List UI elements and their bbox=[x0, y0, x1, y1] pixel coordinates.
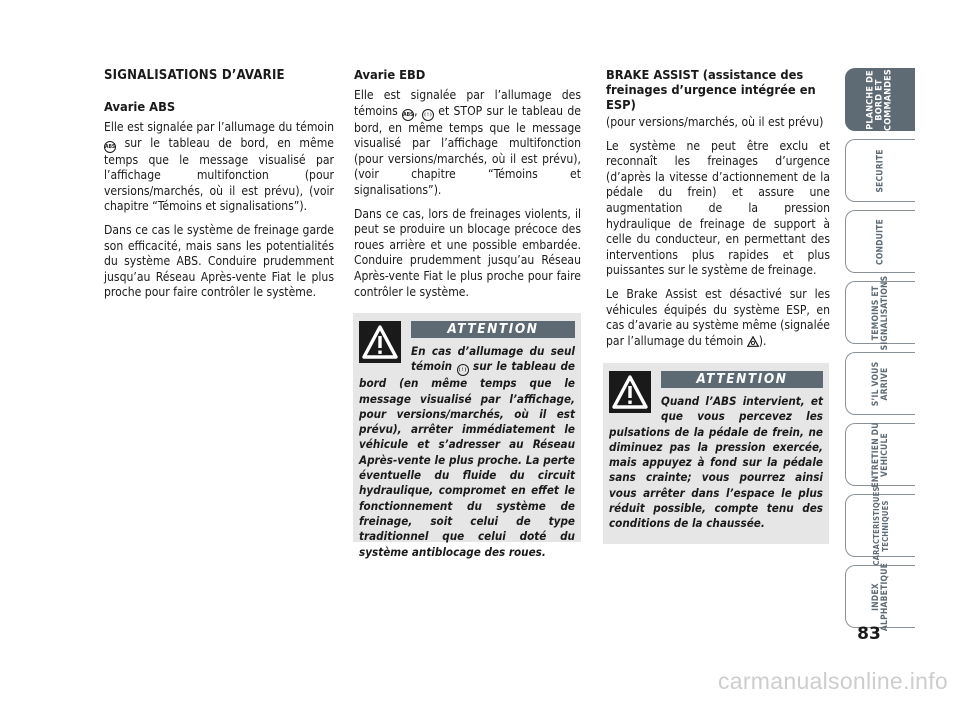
attention-title-bar: ATTENTION bbox=[661, 371, 823, 388]
ebd-failure-heading: Avarie EBD bbox=[354, 68, 426, 83]
warning-triangle-icon bbox=[359, 321, 401, 363]
tab-sil-vous-arrive[interactable]: S’IL VOUS ARRIVE bbox=[845, 352, 915, 415]
brake-warning-light-icon: ( ! ) bbox=[457, 364, 469, 376]
abs-failure-heading: Avarie ABS bbox=[104, 100, 176, 115]
attention-text: En cas d’allumage du seul témoin ( ! ) sur le tableau de bord (en même temps que le message visualisé par l’affichage, pour versions/marchés, où il est prévu), arrêter immédiatement le véhicule et s’adresser au Réseau Après-vente le plus proche. La perte éventuelle du fluide du circuit hydraulique, compromet en effet le fonctionnement du système de freinage, soit celui de type traditionnel que celui doté du système antiblocage des roues. bbox=[359, 344, 575, 559]
watermark: carmanualsonline.info bbox=[717, 668, 948, 694]
abs-failure-paragraph-2: Dans ce cas le système de freinage garde son efficacité, mais sans les potentialités du système ABS. Conduire prudemment jusqu’au Réseau Après-vente Fiat le plus proche pour faire contrôler le système. bbox=[104, 222, 334, 300]
attention-box-brake-fluid bbox=[353, 313, 581, 559]
tab-temoins[interactable]: TEMOINS ET SIGNALISATIONS bbox=[845, 281, 915, 344]
brake-assist-heading: BRAKE ASSIST (assistance des freinages d’urgence intégrée en ESP) bbox=[606, 68, 816, 113]
tab-entretien[interactable]: ENTRETIEN DU VEHICULE bbox=[845, 423, 915, 486]
warning-triangle-icon bbox=[609, 371, 651, 413]
abs-failure-paragraph-1: Elle est signalée par l’allumage du témoin ABS sur le tableau de bord, en même temps que le message visualisé par l’affichage multifonction (pour versions/marchés, où il est prévu), (voir chapitre “Témoins et signalisations”). bbox=[104, 120, 334, 214]
tab-planche-de-bord[interactable]: PLANCHE DE BORD ET COMMANDES bbox=[845, 68, 915, 131]
attention-text: Quand l’ABS intervient, et que vous percevez les pulsations de la pédale de frein, ne diminuez pas la pression exercée, mais appuyez à fond sur la pédale sans crainte; vous pourrez ainsi vous arrêter dans l’espace le plus réduit possible, compte tenu des conditions de la chaussée. bbox=[609, 394, 823, 531]
tab-conduite[interactable]: CONDUITE bbox=[845, 210, 915, 273]
brake-assist-availability: (pour versions/marchés, où il est prévu) bbox=[606, 115, 824, 129]
tab-securite[interactable]: SECURITE bbox=[845, 139, 915, 202]
attention-box-abs-pulsation bbox=[603, 363, 829, 544]
esp-triangle-icon bbox=[747, 336, 759, 352]
section-heading: SIGNALISATIONS D’AVARIE bbox=[104, 68, 285, 83]
abs-warning-light-icon: ABS bbox=[402, 109, 414, 121]
ebd-failure-paragraph-1: Elle est signalée par l’allumage des témoins ABS, ( ! ) et STOP sur le tableau de bord, en même temps que le message visualisé par l’affichage multifonction (pour versions/marchés, où il est prévu), (voir chapitre “Témoins et signalisations”). bbox=[354, 88, 581, 197]
abs-warning-light-icon: ABS bbox=[104, 141, 116, 153]
column-ebd-failure bbox=[354, 68, 581, 308]
column-brake-assist bbox=[606, 68, 830, 359]
tab-index[interactable]: INDEX ALPHABETIQUE bbox=[845, 565, 915, 628]
column-abs-failure bbox=[104, 68, 334, 309]
attention-title-bar: ATTENTION bbox=[411, 321, 575, 338]
brake-assist-paragraph-2: Le Brake Assist est désactivé sur les véhicules équipés du système ESP, en cas d’avarie au système même (signalée par l’allumage du témoin ). bbox=[606, 287, 830, 351]
page-number: 83 bbox=[857, 624, 881, 644]
ebd-failure-paragraph-2: Dans ce cas, lors de freinages violents, il peut se produire un blocage précoce des roues arrière et une possible embardée. Conduire prudemment jusqu’au Réseau Après-vente Fiat le plus proche pour faire contrôler le système. bbox=[354, 206, 581, 299]
tab-caracteristiques[interactable]: CARACTERISTIQUES TECHNIQUES bbox=[845, 494, 915, 557]
brake-warning-light-icon: ( ! ) bbox=[422, 109, 434, 121]
brake-assist-paragraph-1: Le système ne peut être exclu et reconnaît les freinages d’urgence (d’après la vitesse d’actionnement de la pédale du frein) et assure une augmentation de la pression hydraulique de freinage de support à celle du conducteur, en permettant des interventions plus rapides et plus puissantes sur le système de freinage. bbox=[606, 138, 830, 278]
